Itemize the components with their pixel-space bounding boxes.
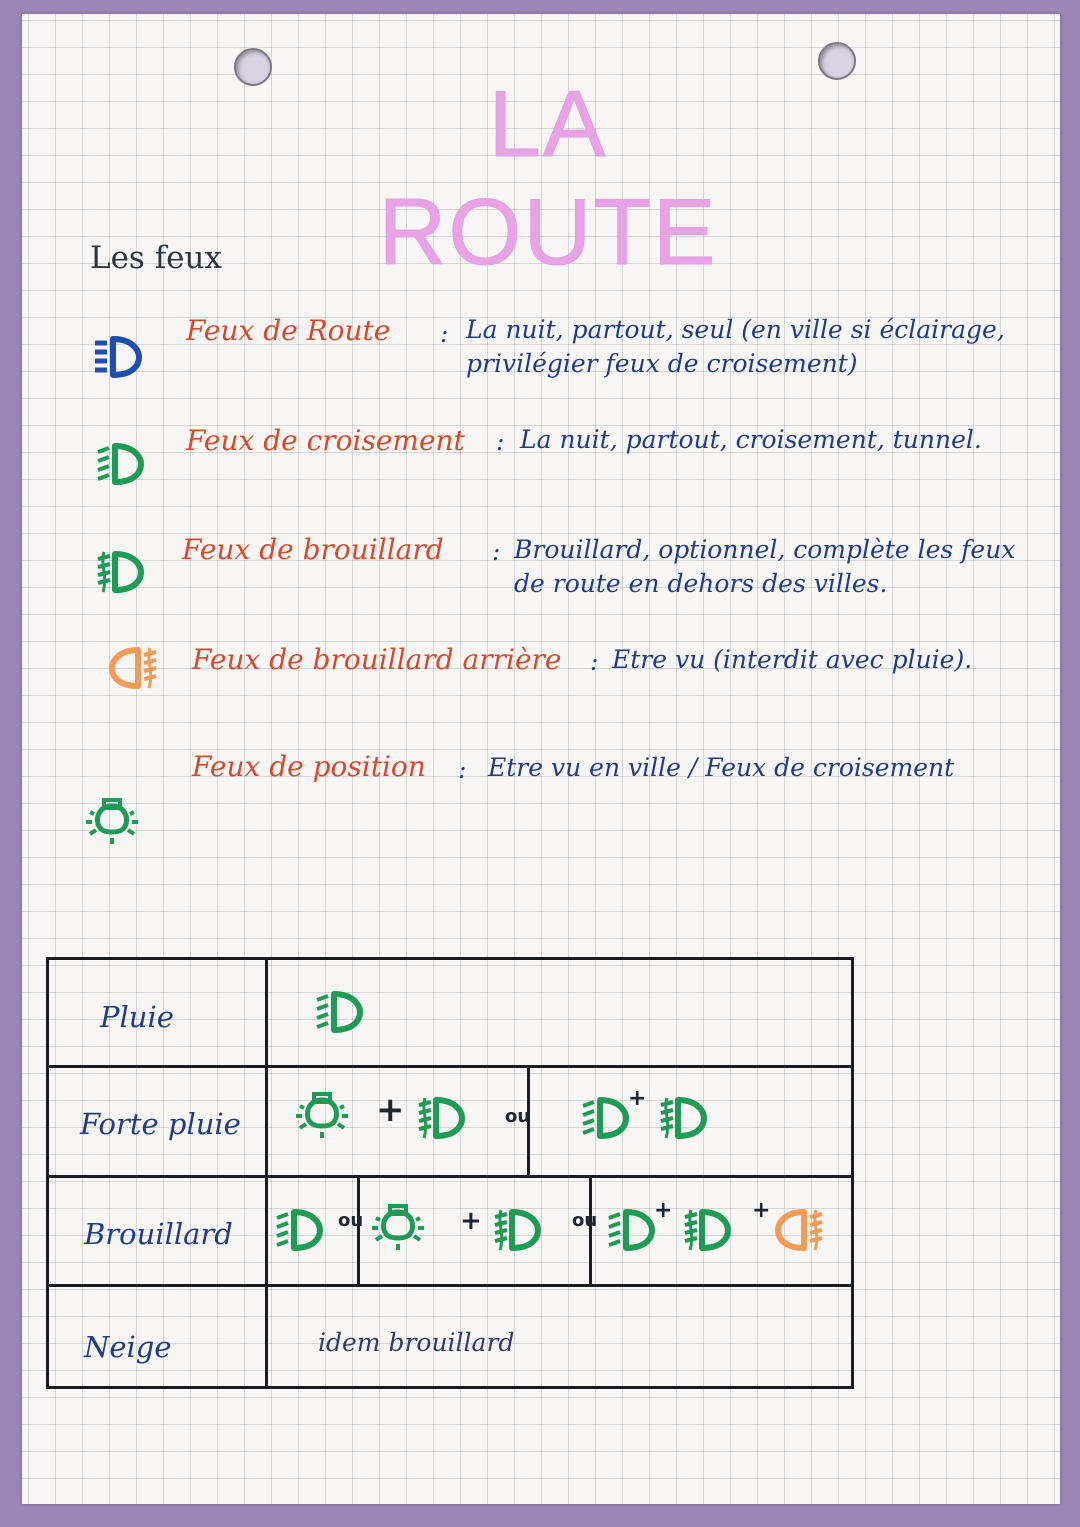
- or-separator: ou: [505, 1106, 531, 1127]
- position-light-icon: [90, 800, 150, 856]
- plus-sign: +: [752, 1198, 771, 1223]
- or-separator: ou: [338, 1210, 364, 1231]
- front-fog-light-icon: [418, 1096, 478, 1142]
- dipped-beam-icon: [316, 990, 376, 1036]
- light-label-position: Feux de position: [192, 750, 426, 783]
- plus-sign: +: [628, 1086, 647, 1111]
- punch-hole-left: [234, 48, 272, 86]
- table-column-divider: [265, 960, 268, 1386]
- table-row-label-brouillard: Brouillard: [84, 1217, 233, 1251]
- light-separator-position: :: [458, 755, 467, 784]
- punch-hole-right: [818, 42, 856, 80]
- plus-sign: +: [460, 1206, 482, 1236]
- plus-sign: +: [376, 1090, 405, 1130]
- light-desc-brouillard: Brouillard, optionnel, complète les feux de route en dehors des villes.: [514, 535, 1016, 598]
- table-divider: [49, 1065, 851, 1068]
- position-light-icon: [376, 1206, 432, 1258]
- plus-sign: +: [654, 1198, 673, 1223]
- table-row-label-pluie: Pluie: [100, 1000, 174, 1034]
- front-fog-light-icon: [494, 1208, 554, 1254]
- light-label-route: Feux de Route: [186, 314, 391, 347]
- rear-fog-light-icon: [778, 1208, 838, 1254]
- dipped-beam-icon: [97, 442, 157, 488]
- table-row-label-neige: Neige: [84, 1330, 172, 1364]
- front-fog-light-icon: [97, 550, 157, 596]
- table-row-label-forte-pluie: Forte pluie: [80, 1107, 241, 1141]
- light-label-brouillard: Feux de brouillard: [182, 533, 444, 566]
- light-label-brouillard-arriere: Feux de brouillard arrière: [192, 643, 562, 676]
- page-title: LA ROUTE: [378, 71, 718, 284]
- or-separator: ou: [572, 1210, 598, 1231]
- front-fog-light-icon: [660, 1096, 720, 1142]
- light-desc-croisement: La nuit, partout, croisement, tunnel.: [520, 425, 982, 454]
- light-separator-route: :: [440, 319, 449, 348]
- front-fog-light-icon: [684, 1208, 744, 1254]
- main-beam-icon: [95, 335, 155, 381]
- table-divider: [49, 1175, 851, 1178]
- table-divider: [49, 1284, 851, 1287]
- position-light-icon: [300, 1094, 356, 1146]
- light-separator-brouillard-arriere: :: [590, 647, 599, 676]
- light-separator-croisement: :: [496, 427, 505, 456]
- light-desc-brouillard-arriere: Etre vu (interdit avec pluie).: [612, 645, 973, 674]
- rear-fog-light-icon: [112, 646, 172, 692]
- dipped-beam-icon: [276, 1208, 336, 1254]
- table-note-neige: idem brouillard: [318, 1328, 515, 1357]
- light-desc-route: La nuit, partout, seul (en ville si éclairage, privilégier feux de croisement): [466, 315, 1005, 378]
- light-separator-brouillard: :: [492, 537, 501, 566]
- section-heading: Les feux: [90, 240, 222, 276]
- light-desc-position: Etre vu en ville / Feux de croisement: [488, 753, 955, 782]
- light-label-croisement: Feux de croisement: [186, 424, 465, 457]
